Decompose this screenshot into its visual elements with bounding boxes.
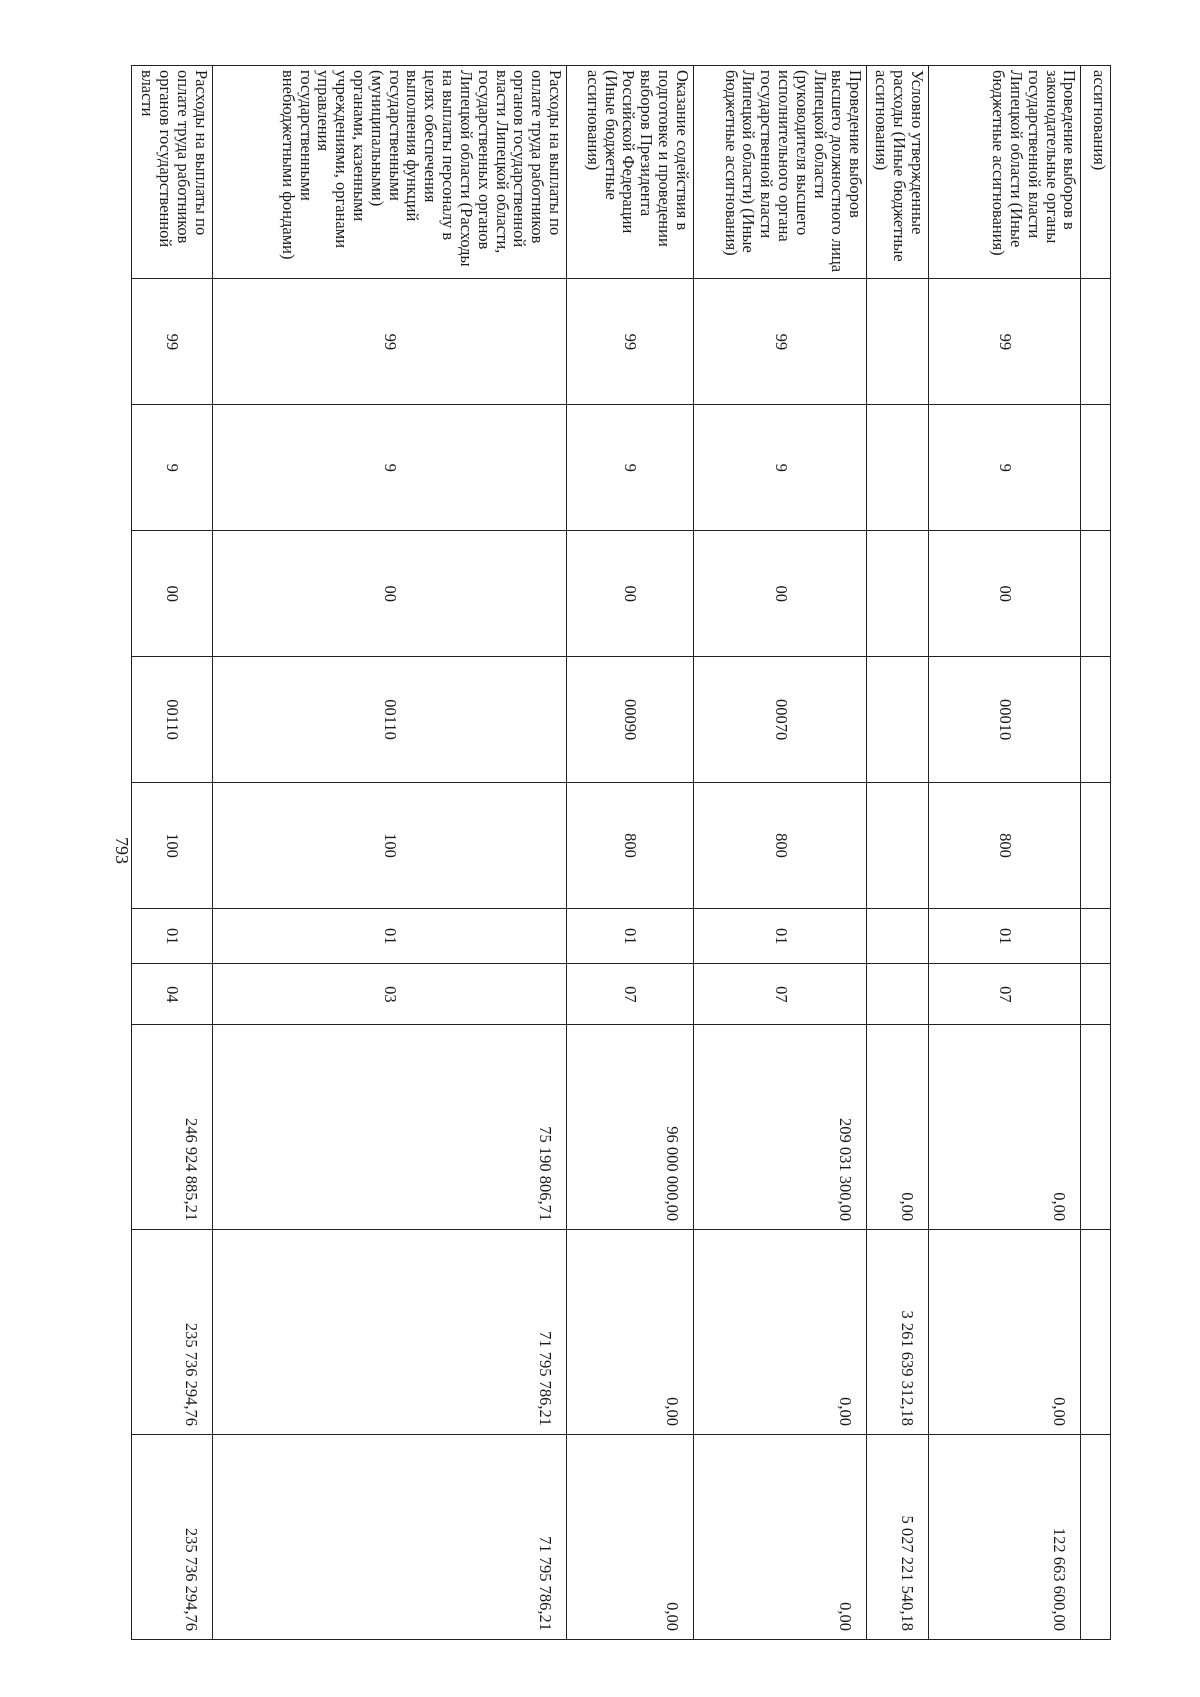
- amount-cell: 235 736 294,76: [132, 1435, 213, 1640]
- code-cell: 00: [929, 531, 1081, 657]
- amount-cell: 0,00: [929, 1230, 1081, 1435]
- amount-cell: 0,00: [566, 1435, 693, 1640]
- table-row: [1081, 66, 1111, 1640]
- code-cell: 9: [929, 405, 1081, 531]
- code-cell: [1081, 964, 1111, 1025]
- rotated-page-content: [131, 65, 1111, 1640]
- code-cell: 99: [929, 279, 1081, 405]
- budget-table: [131, 65, 1111, 1640]
- code-cell: [867, 405, 929, 531]
- code-cell: [1081, 531, 1111, 657]
- amount-cell: 235 736 294,76: [132, 1230, 213, 1435]
- table-row: [212, 66, 566, 1640]
- code-cell: 99: [693, 279, 866, 405]
- amount-cell: 122 663 600,00: [929, 1435, 1081, 1640]
- code-cell: 00: [693, 531, 866, 657]
- amount-cell: 5 027 221 540,18: [867, 1435, 929, 1640]
- code-cell: 9: [212, 405, 566, 531]
- code-cell: 03: [212, 964, 566, 1025]
- amount-cell: 0,00: [693, 1230, 866, 1435]
- table-row: [566, 66, 693, 1640]
- amount-cell: 75 190 806,71: [212, 1025, 566, 1230]
- amount-cell: 209 031 300,00: [693, 1025, 866, 1230]
- code-cell: 800: [693, 783, 866, 909]
- code-cell: 07: [929, 964, 1081, 1025]
- amount-cell: 0,00: [693, 1435, 866, 1640]
- code-cell: 01: [929, 908, 1081, 963]
- row-name-cell: Условно утвержденные расходы (Иные бюджетные ассигнования): [867, 66, 929, 279]
- code-cell: 9: [693, 405, 866, 531]
- code-cell: [1081, 783, 1111, 909]
- code-cell: 07: [566, 964, 693, 1025]
- amount-cell: [1081, 1025, 1111, 1230]
- code-cell: 00: [212, 531, 566, 657]
- row-name-cell: Расходы на выплаты по оплате труда работников органов государственной власти Липецкой области, государственных органов Липецкой области (Расходы на выплаты персоналу в целях обеспечения выполнения функций государственными (муниципальными) органами, казенными учреждениями, органами управления государственными внебюджетными фондами): [212, 66, 566, 279]
- code-cell: 01: [132, 908, 213, 963]
- page-number: 793: [112, 837, 132, 864]
- code-cell: 100: [212, 783, 566, 909]
- table-row: [132, 66, 213, 1640]
- code-cell: 04: [132, 964, 213, 1025]
- row-name-cell: Проведение выборов высшего должностного лица Липецкой области (руководителя высшего исполнительного органа государственной власти Липецкой области) (Иные бюджетные ассигнования): [693, 66, 866, 279]
- amount-cell: 0,00: [566, 1230, 693, 1435]
- code-cell: [867, 783, 929, 909]
- code-cell: 9: [566, 405, 693, 531]
- code-cell: 800: [929, 783, 1081, 909]
- code-cell: 99: [566, 279, 693, 405]
- code-cell: 99: [212, 279, 566, 405]
- code-cell: 100: [132, 783, 213, 909]
- amount-cell: 96 000 000,00: [566, 1025, 693, 1230]
- amount-cell: 246 924 885,21: [132, 1025, 213, 1230]
- code-cell: 800: [566, 783, 693, 909]
- table-row: [929, 66, 1081, 1640]
- code-cell: 01: [212, 908, 566, 963]
- code-cell: 99: [132, 279, 213, 405]
- code-cell: [867, 908, 929, 963]
- amount-cell: 71 795 786,21: [212, 1230, 566, 1435]
- code-cell: [1081, 657, 1111, 783]
- code-cell: [867, 657, 929, 783]
- code-cell: 01: [566, 908, 693, 963]
- code-cell: 00090: [566, 657, 693, 783]
- code-cell: 00110: [132, 657, 213, 783]
- table-body: [132, 66, 1111, 1640]
- code-cell: [867, 964, 929, 1025]
- code-cell: 00110: [212, 657, 566, 783]
- code-cell: [867, 531, 929, 657]
- code-cell: 00: [132, 531, 213, 657]
- row-name-cell: ассигнования): [1081, 66, 1111, 279]
- code-cell: 00070: [693, 657, 866, 783]
- code-cell: 00010: [929, 657, 1081, 783]
- code-cell: [867, 279, 929, 405]
- amount-cell: 0,00: [867, 1025, 929, 1230]
- amount-cell: 0,00: [929, 1025, 1081, 1230]
- amount-cell: 71 795 786,21: [212, 1435, 566, 1640]
- code-cell: 00: [566, 531, 693, 657]
- code-cell: 01: [693, 908, 866, 963]
- code-cell: 9: [132, 405, 213, 531]
- row-name-cell: Оказание содействия в подготовке и проведении выборов Президента Российской Федерации (Иные бюджетные ассигнования): [566, 66, 693, 279]
- table-row: [867, 66, 929, 1640]
- row-name-cell: Расходы на выплаты по оплате труда работников органов государственной власти: [132, 66, 213, 279]
- code-cell: [1081, 279, 1111, 405]
- row-name-cell: Проведение выборов в законодательные органы государственной власти Липецкой области (Иные бюджетные ассигнования): [929, 66, 1081, 279]
- table-row: [693, 66, 866, 1640]
- code-cell: [1081, 405, 1111, 531]
- code-cell: 07: [693, 964, 866, 1025]
- amount-cell: 3 261 639 312,18: [867, 1230, 929, 1435]
- amount-cell: [1081, 1230, 1111, 1435]
- code-cell: [1081, 908, 1111, 963]
- amount-cell: [1081, 1435, 1111, 1640]
